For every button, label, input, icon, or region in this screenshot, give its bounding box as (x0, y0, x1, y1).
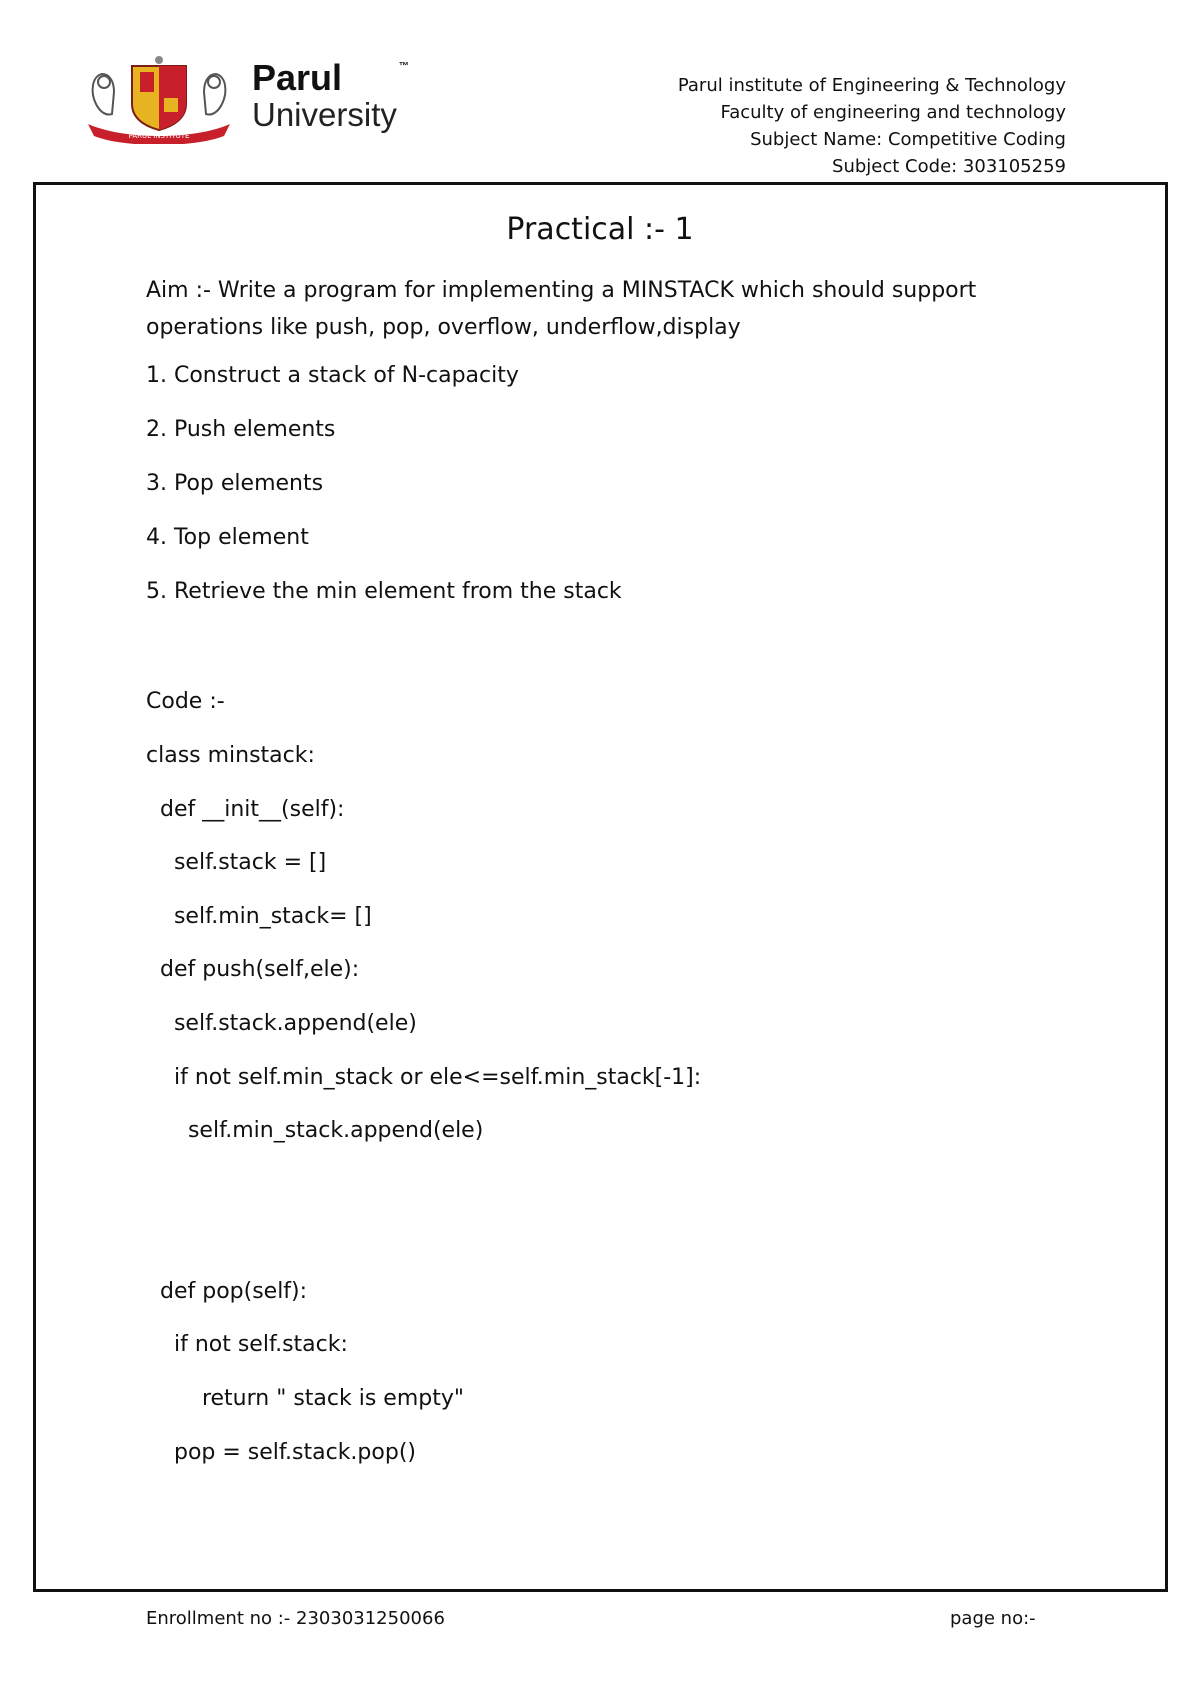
logo-name-university: University (252, 96, 397, 133)
code-line: pop = self.stack.pop() (146, 1439, 416, 1465)
code-line: return " stack is empty" (146, 1385, 464, 1411)
trademark-mark: ™ (398, 61, 409, 72)
svg-text:PARUL INSTITUTE: PARUL INSTITUTE (128, 132, 190, 140)
code-line: def __init__(self): (146, 796, 345, 822)
enrollment-number: Enrollment no :- 2303031250066 (146, 1608, 445, 1629)
code-label: Code :- (146, 689, 225, 714)
step-item: 3. Pop elements (146, 471, 324, 496)
step-item: 5. Retrieve the min element from the stack (146, 579, 622, 604)
code-spacer (146, 1169, 1046, 1276)
step-item: 1. Construct a stack of N-capacity (146, 363, 519, 388)
aim-text: Aim :- Write a program for implementing a MINSTACK which should support operations like push, pop, overflow, underflow,display (146, 278, 977, 340)
code-line: def pop(self): (146, 1278, 308, 1304)
page-number: page no:- (950, 1608, 1036, 1629)
step-item: 2. Push elements (146, 417, 336, 442)
logo-name-parul: Parul ™ (252, 57, 409, 98)
code-line: self.min_stack= [] (146, 903, 372, 929)
code-line: if not self.min_stack or ele<=self.min_stack[-1]: (146, 1064, 702, 1090)
university-logo (84, 52, 409, 152)
code-line: class minstack: (146, 743, 315, 768)
step-item: 4. Top element (146, 525, 309, 550)
practical-content (146, 272, 1046, 1490)
code-line: def push(self,ele): (146, 957, 360, 983)
code-line: if not self.stack: (146, 1332, 348, 1358)
university-crest-icon (84, 52, 244, 144)
institute-name: Parul institute of Engineering & Technology (677, 75, 1066, 96)
code-line: self.stack = [] (146, 850, 327, 876)
practical-title: Practical :- 1 (506, 212, 694, 247)
code-line: self.stack.append(ele) (146, 1010, 417, 1036)
code-block (146, 740, 1046, 1490)
code-line: self.min_stack.append(ele) (146, 1118, 484, 1144)
document-header (678, 72, 1066, 180)
faculty-name: Faculty of engineering and technology (720, 102, 1066, 123)
subject-name: Subject Name: Competitive Coding (750, 129, 1066, 150)
subject-code: Subject Code: 303105259 (832, 156, 1066, 177)
